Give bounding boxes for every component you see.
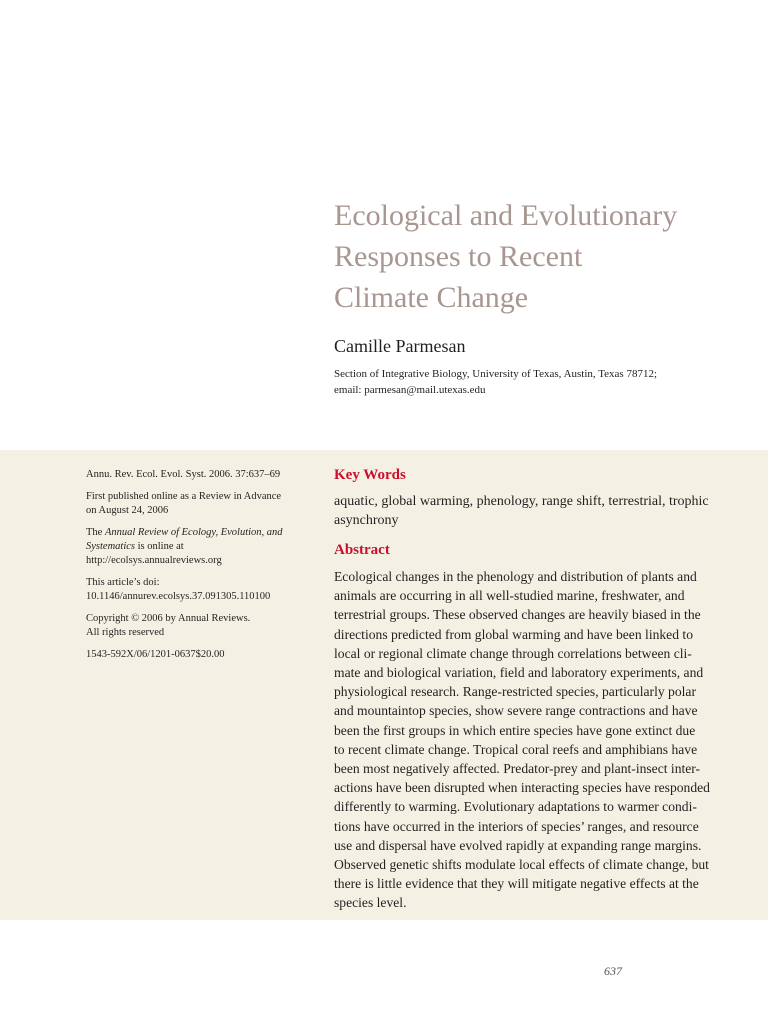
keywords-list — [334, 492, 709, 530]
issn-code: 1543-592X/06/1201-0637$20.00 — [86, 649, 225, 660]
journal-suffix: is online at — [135, 541, 184, 552]
abstract-line: mate and biological variation, field and laboratory experiments, and — [334, 665, 704, 681]
abstract-heading: Abstract — [334, 542, 390, 558]
abstract-line: Observed genetic shifts modulate local effects of climate change, but — [334, 857, 709, 873]
doi-info — [86, 576, 296, 604]
published-line: on August 24, 2006 — [86, 505, 169, 516]
keywords-heading: Key Words — [334, 467, 406, 483]
journal-name-part-1: Annual Review of Ecology, Evolution, and — [104, 527, 283, 538]
article-title — [334, 195, 734, 318]
abstract-line: physiological research. Range-restricted species, particularly polar — [334, 684, 696, 700]
page-number: 637 — [604, 964, 622, 978]
abstract-line: actions have been disrupted when interacting species have responded — [334, 780, 710, 796]
publication-metadata — [86, 468, 296, 670]
abstract-line: local or regional climate change through correlations between cli- — [334, 645, 692, 661]
published-line: First published online as a Review in Advance — [86, 491, 282, 502]
abstract-line: been the first groups in which entire species have gone extinct due — [334, 722, 696, 738]
abstract-line: and mountaintop species, show severe range contractions and have — [334, 703, 698, 719]
copyright — [86, 612, 296, 640]
journal-info — [86, 526, 296, 568]
abstract-line: to recent climate change. Tropical coral reefs and amphibians have — [334, 741, 698, 757]
keywords-line: asynchrony — [334, 513, 399, 528]
doi-value: 10.1146/annurev.ecolsys.37.091305.110100 — [86, 591, 271, 602]
abstract-line: terrestrial groups. These observed changes are heavily biased in the — [334, 607, 701, 623]
author-name: Camille Parmesan — [334, 336, 466, 356]
abstract-line: there is little evidence that they will mitigate negative effects at the — [334, 876, 699, 892]
copyright-line: Copyright © 2006 by Annual Reviews. — [86, 613, 251, 624]
title-line: Ecological and Evolutionary — [334, 199, 678, 232]
abstract-line: animals are occurring in all well-studied marine, freshwater, and — [334, 588, 685, 604]
abstract-line: differently to warming. Evolutionary adaptations to warmer condi- — [334, 799, 697, 815]
journal-line-1 — [86, 526, 296, 540]
abstract-line: Ecological changes in the phenology and distribution of plants and — [334, 569, 697, 584]
affiliation-line: email: parmesan@mail.utexas.edu — [334, 384, 486, 396]
journal-url: http://ecolsys.annualreviews.org — [86, 555, 222, 566]
abstract-line: species level. — [334, 895, 407, 911]
abstract-line: directions predicted from global warming and have been linked to — [334, 626, 693, 642]
journal-line-2 — [86, 540, 296, 554]
abstract-line: use and dispersal have evolved rapidly at expanding range margins. — [334, 837, 702, 853]
author-affiliation — [334, 366, 734, 398]
affiliation-line: Section of Integrative Biology, University of Texas, Austin, Texas 78712; — [334, 368, 658, 380]
journal-prefix: The — [86, 527, 105, 538]
journal-name-part-2: Systematics — [86, 541, 135, 552]
title-line: Climate Change — [334, 281, 529, 314]
copyright-line: All rights reserved — [86, 627, 165, 638]
title-line: Responses to Recent — [334, 240, 583, 273]
abstract-line: been most negatively affected. Predator-prey and plant-insect inter- — [334, 761, 701, 777]
abstract-text — [334, 567, 710, 913]
keywords-line: aquatic, global warming, phenology, range shift, terrestrial, trophic — [334, 494, 709, 509]
abstract-line: tions have occurred in the interiors of species’ ranges, and resource — [334, 818, 699, 834]
publication-date — [86, 490, 296, 518]
citation: Annu. Rev. Ecol. Evol. Syst. 2006. 37:637–69 — [86, 469, 281, 480]
doi-label: This article’s doi: — [86, 577, 160, 588]
